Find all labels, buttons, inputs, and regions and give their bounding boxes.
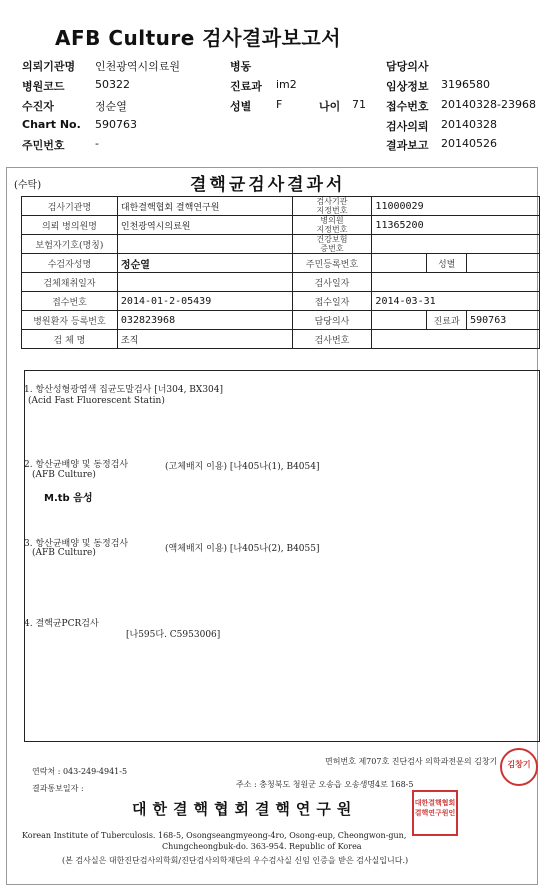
age-label: 나이 (319, 100, 341, 113)
test-2-title: 2. 항산균배양 및 동정검사 (24, 460, 129, 470)
table-cell: 병원환자 등록번호 (22, 311, 118, 330)
table-cell: 접수번호 (22, 292, 118, 311)
clinical-value: 3196580 (441, 78, 490, 91)
receipt-label: 접수번호 (386, 100, 429, 113)
table-cell: 검사번호 (292, 330, 372, 349)
phone-line: 연락처 : 043-249-4941-5 (32, 767, 128, 776)
hospital-value: 인천광역시의료원 (95, 60, 181, 73)
rrn-label: 주민번호 (22, 139, 65, 152)
test-3-subtitle: (AFB Culture) (32, 548, 96, 558)
table-cell: 11000029 (372, 197, 540, 216)
rrn-value: - (95, 137, 99, 150)
sex-value: F (276, 98, 283, 111)
table-cell (117, 273, 292, 292)
hospital-label: 의뢰기관명 (22, 60, 76, 73)
table-cell: 590763 (467, 311, 540, 330)
table-cell: 접수일자 (292, 292, 372, 311)
table-cell (372, 235, 540, 254)
test-3-title: 3. 항산균배양 및 동정검사 (24, 539, 129, 549)
ward-label: 병동 (230, 60, 252, 73)
recipient-line: 결과통보일자 : (32, 784, 84, 793)
table-cell: 032823968 (117, 311, 292, 330)
dept-value: im2 (276, 78, 297, 91)
report-date-label: 결과보고 (386, 139, 429, 152)
table-cell: 주민등록번호 (292, 254, 372, 273)
test-4-title: 4. 결핵균PCR검사 (24, 619, 99, 629)
table-cell: 수검자성명 (22, 254, 118, 273)
english-address-1: Korean Institute of Tuberculosis. 168-5, Osongseangmyeong-4ro, Osong-eup, Cheongwon-gun, (22, 831, 407, 840)
code-label: 병원코드 (22, 80, 65, 93)
document-title: 결핵균검사결과서 (190, 175, 346, 195)
request-label: 검사의뢰 (386, 120, 429, 133)
results-box (24, 370, 540, 742)
report-date-value: 20140526 (441, 137, 497, 150)
table-cell: 11365200 (372, 216, 540, 235)
table-cell: 검 체 명 (22, 330, 118, 349)
table-cell (372, 311, 427, 330)
test-2-subtitle: (AFB Culture) (32, 470, 96, 480)
table-cell (467, 254, 540, 273)
test-2-code: (고체배지 이용) [나405나(1), B4054] (165, 462, 320, 472)
chart-value: 590763 (95, 118, 137, 131)
table-cell (372, 273, 540, 292)
institute-name: 대한결핵협회결핵연구원 (132, 800, 358, 818)
table-cell (117, 235, 292, 254)
certification-note: (본 검사실은 대한진단검사의학회/진단검사의학재단의 우수검사실 신임 인증을 받은 검사실입니다.) (62, 856, 409, 865)
table-row (22, 235, 540, 254)
test-2-result: M.tb 음성 (44, 493, 93, 504)
consignment-tag: (수탁) (14, 180, 42, 191)
table-row (22, 216, 540, 235)
table-cell: 진료과 (427, 311, 467, 330)
doctor-seal: 김창기 (500, 748, 538, 786)
table-cell: 검사기관명 (22, 197, 118, 216)
request-value: 20140328 (441, 118, 497, 131)
table-row (22, 311, 540, 330)
clinical-label: 임상정보 (386, 80, 429, 93)
institute-seal: 대한결핵협회결핵연구원인 (412, 790, 458, 836)
code-value: 50322 (95, 78, 130, 91)
dept-label: 진료과 (230, 80, 262, 93)
chart-label: Chart No. (22, 118, 81, 131)
table-cell: 2014-03-31 (372, 292, 540, 311)
test-3-code: (액체배지 이용) [나405나(2), B4055] (165, 544, 320, 554)
table-cell (372, 254, 427, 273)
table-cell: 인천광역시의료원 (117, 216, 292, 235)
english-address-2: Chungcheongbuk-do. 363-954. Republic of Korea (162, 842, 362, 851)
license-line: 면허번호 제707호 진단검사 의학과전문의 김창기 (325, 757, 498, 766)
info-table (21, 196, 540, 349)
doctor-label: 담당의사 (386, 60, 429, 73)
receipt-value: 20140328-23968 (441, 98, 536, 111)
table-cell: 보험자기호(명칭) (22, 235, 118, 254)
table-cell: 병의원 지정번호 (292, 216, 372, 235)
table-row (22, 273, 540, 292)
table-cell: 담당의사 (292, 311, 372, 330)
report-title: AFB Culture 검사결과보고서 (55, 26, 342, 50)
table-cell: 정순열 (117, 254, 292, 273)
table-cell: 건강보험 증번호 (292, 235, 372, 254)
address-line: 주소 : 충청북도 청원군 오송읍 오송생명4로 168-5 (236, 780, 414, 789)
test-4-code: [나595다. C5953006] (126, 630, 221, 640)
table-row (22, 330, 540, 349)
table-cell: 검사일자 (292, 273, 372, 292)
table-cell: 대한결핵협회 결핵연구원 (117, 197, 292, 216)
table-cell: 조직 (117, 330, 292, 349)
table-cell (372, 330, 540, 349)
table-row (22, 197, 540, 216)
sex-label: 성별 (230, 100, 252, 113)
patient-label: 수진자 (22, 100, 54, 113)
test-1-title: 1. 항산성형광염색 집균도말검사 [너304, BX304] (24, 385, 224, 395)
table-cell: 2014-01-2-05439 (117, 292, 292, 311)
table-row (22, 254, 540, 273)
test-1-subtitle: (Acid Fast Fluorescent Statin) (28, 396, 165, 406)
age-value: 71 (352, 98, 366, 111)
patient-value: 정순열 (95, 100, 127, 113)
table-cell: 의뢰 병의원명 (22, 216, 118, 235)
table-cell: 성별 (427, 254, 467, 273)
table-cell: 검사기관 지정번호 (292, 197, 372, 216)
table-row (22, 292, 540, 311)
table-cell: 검체채취일자 (22, 273, 118, 292)
